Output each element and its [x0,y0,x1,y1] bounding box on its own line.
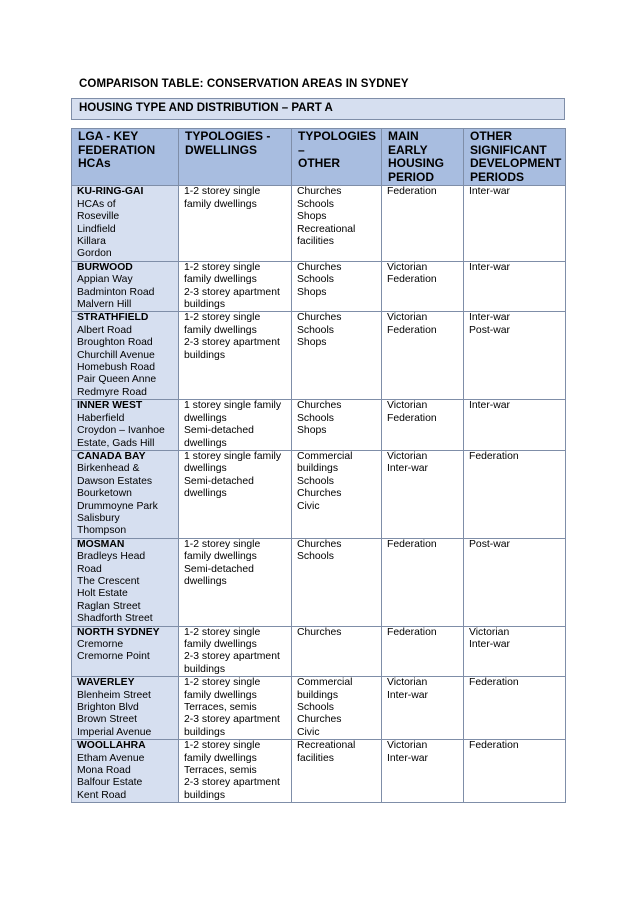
cell-line: The Crescent [77,575,140,587]
cell-line: Federation [387,412,437,424]
header-line: HOUSING [388,156,445,171]
cell-line: Birkenhead & [77,463,140,475]
cell-line: Civic [297,500,320,512]
table-header-row [72,129,566,186]
table-row [72,626,566,677]
cell-line: buildings [184,789,226,801]
other-periods-cell [464,450,566,538]
cell-line: family dwellings [184,689,257,701]
dwellings-cell [179,677,292,740]
cell-line: Bradleys Head [77,551,146,563]
cell-line: Inter-war [469,186,510,198]
cell-line: Federation [469,740,519,752]
section-title: HOUSING TYPE AND DISTRIBUTION – PART A [79,102,333,114]
other-periods-cell [464,261,566,312]
table-row [72,312,566,400]
lga-name: MOSMAN [77,538,125,550]
cell-line: Victorian [387,261,428,273]
cell-line: Salisbury [77,512,120,524]
cell-line: buildings [184,663,226,675]
cell-line: 2-3 storey apartment [184,286,280,298]
cell-line: dwellings [184,575,227,587]
other-typologies-cell [292,538,382,626]
cell-line: family dwellings [184,752,257,764]
cell-line: Redmyre Road [77,386,147,398]
cell-line: Recreational [297,740,356,752]
cell-line: Shops [297,286,327,298]
cell-line: Churches [297,400,342,412]
other-typologies-cell [292,186,382,261]
other-periods-cell [464,740,566,803]
cell-line: Balfour Estate [77,777,143,789]
other-typologies-cell [292,312,382,400]
cell-line: 2-3 storey apartment [184,337,280,349]
header-line: TYPOLOGIES [298,129,377,143]
cell-line: Victorian [387,400,428,412]
cell-line: family dwellings [184,198,257,210]
header-line: DWELLINGS [185,142,257,157]
header-line: MAIN [388,129,419,143]
header-line: PERIOD [388,169,435,184]
cell-line: buildings [184,726,226,738]
dwellings-cell [179,261,292,312]
header-line: HCAs [78,156,111,171]
cell-line: 1 storey single family [184,400,282,412]
lga-name: INNER WEST [77,400,143,412]
main-period-cell [382,740,464,803]
cell-line: Federation [469,677,519,689]
cell-line: Victorian [387,740,428,752]
cell-line: family dwellings [184,639,257,650]
cell-line: Schools [297,551,334,563]
cell-line: Victorian [469,626,510,638]
cell-line: Inter-war [387,689,428,701]
table-row [72,450,566,538]
cell-line: 1-2 storey single [184,312,261,324]
cell-line: buildings [184,349,226,361]
cell-line: Federation [469,450,519,462]
cell-line: Etham Avenue [77,752,145,764]
other-periods-cell [464,186,566,261]
cell-line: dwellings [184,412,227,424]
dwellings-cell [179,740,292,803]
cell-line: 1-2 storey single [184,538,261,550]
header-other [292,129,382,186]
cell-line: 1-2 storey single [184,626,261,638]
table-row [72,400,566,451]
other-typologies-cell [292,450,382,538]
other-typologies-cell [292,677,382,740]
other-periods-cell [464,626,566,677]
cell-line: HCAs of [77,198,116,210]
other-typologies-cell [292,740,382,803]
header-line: OTHER [298,156,340,171]
cell-line: Shadforth Street [77,613,153,625]
header-line: SIGNIFICANT [470,142,547,157]
cell-line: 2-3 storey apartment [184,714,280,726]
cell-line: Cremorne Point [77,651,150,663]
cell-line: Shops [297,337,327,349]
cell-line: dwellings [184,463,227,475]
cell-line: Roseville [77,211,120,223]
main-period-cell [382,261,464,312]
dwellings-cell [179,626,292,677]
cell-line: Semi-detached [184,425,254,437]
cell-line: family dwellings [184,551,257,563]
header-line: EARLY [388,142,428,157]
cell-line: Inter-war [469,261,510,273]
cell-line: Inter-war [469,312,510,324]
cell-line: Shops [297,425,327,437]
cell-line: dwellings [184,437,227,449]
cell-line: Haberfield [77,412,125,424]
cell-line: Gordon [77,248,112,260]
cell-line: Pair Queen Anne [77,374,157,386]
lga-name: WAVERLEY [77,677,135,689]
table-row [72,740,566,803]
cell-line: Churchill Avenue [77,349,155,361]
cell-line: Churches [297,626,342,638]
lga-name: NORTH SYDNEY [77,626,160,638]
cell-line: Shops [297,211,327,223]
cell-line: Federation [387,538,437,550]
cell-line: Victorian [387,677,428,689]
lga-cell [72,186,179,261]
cell-line: Semi-detached [184,475,254,487]
cell-line: 1 storey single family [184,450,282,462]
other-periods-cell [464,538,566,626]
dwellings-cell [179,538,292,626]
cell-line: family dwellings [184,324,257,336]
lga-cell [72,677,179,740]
cell-line: Brighton Blvd [77,702,139,714]
cell-line: Inter-war [469,400,510,412]
main-period-cell [382,538,464,626]
lga-name: CANADA BAY [77,450,146,462]
header-main-period [382,129,464,186]
cell-line: Churches [297,488,342,500]
dwellings-cell [179,450,292,538]
cell-line: Churches [297,714,342,726]
other-typologies-cell [292,400,382,451]
cell-line: Badminton Road [77,286,155,298]
lga-cell [72,312,179,400]
cell-line: Homebush Road [77,362,155,374]
cell-line: dwellings [184,488,227,500]
cell-line: Inter-war [387,752,428,764]
cell-line: Imperial Avenue [77,726,152,738]
cell-line: Recreational [297,223,356,235]
cell-line: Road [77,563,102,575]
cell-line: Federation [387,324,437,336]
lga-name: STRATHFIELD [77,312,149,324]
main-period-cell [382,312,464,400]
cell-line: buildings [297,463,339,475]
cell-line: 2-3 storey apartment [184,777,280,789]
table-row [72,538,566,626]
cell-line: Brown Street [77,714,138,726]
table-row [72,261,566,312]
cell-line: Holt Estate [77,588,128,600]
cell-line: Victorian [387,312,428,324]
cell-line: family dwellings [184,274,257,286]
cell-line: Schools [297,198,334,210]
header-line: PERIODS [470,169,525,184]
cell-line: Croydon – Ivanhoe [77,425,165,437]
cell-line: Raglan Street [77,600,141,612]
cell-line: Estate, Gads Hill [77,437,155,449]
cell-line: 1-2 storey single [184,186,261,198]
cell-line: buildings [297,689,339,701]
cell-line: Malvern Hill [77,299,132,311]
cell-line: 1-2 storey single [184,740,261,752]
other-periods-cell [464,677,566,740]
cell-line: Schools [297,412,334,424]
cell-line: Post-war [469,538,510,550]
cell-line: Mona Road [77,765,131,777]
cell-line: Cremorne [77,639,124,650]
cell-line: Thompson [77,525,127,537]
cell-line: 1-2 storey single [184,261,261,273]
cell-line: Schools [297,274,334,286]
cell-line: Federation [387,186,437,198]
cell-line: Schools [297,324,334,336]
dwellings-cell [179,400,292,451]
other-typologies-cell [292,626,382,677]
main-period-cell [382,186,464,261]
cell-line: Albert Road [77,324,132,336]
cell-line: Victorian [387,450,428,462]
cell-line: Commercial [297,450,353,462]
cell-line: Drummoyne Park [77,500,158,512]
cell-line: Blenheim Street [77,689,151,701]
table-row [72,186,566,261]
document-title: COMPARISON TABLE: CONSERVATION AREAS IN SYDNEY [79,78,409,90]
lga-name: BURWOOD [77,261,133,273]
cell-line: Terraces, semis [184,702,257,714]
cell-line: Churches [297,186,342,198]
cell-line: Broughton Road [77,337,153,349]
cell-line: Dawson Estates [77,475,153,487]
lga-cell [72,740,179,803]
header-line: TYPOLOGIES - [185,129,271,143]
main-period-cell [382,626,464,677]
cell-line: Inter-war [469,639,510,650]
cell-line: Bourketown [77,488,132,500]
header-line: LGA - KEY [78,129,139,143]
cell-line: Churches [297,538,342,550]
main-period-cell [382,677,464,740]
header-line: OTHER [470,129,512,143]
header-line: FEDERATION [78,142,156,157]
lga-cell [72,261,179,312]
lga-cell [72,450,179,538]
cell-line: Terraces, semis [184,765,257,777]
cell-line: Churches [297,261,342,273]
other-periods-cell [464,400,566,451]
lga-name: WOOLLAHRA [77,740,146,752]
cell-line: 2-3 storey apartment [184,651,280,663]
header-line: DEVELOPMENT [470,156,562,171]
cell-line: 1-2 storey single [184,677,261,689]
cell-line: Federation [387,274,437,286]
cell-line: Churches [297,312,342,324]
main-period-cell [382,450,464,538]
lga-cell [72,538,179,626]
dwellings-cell [179,312,292,400]
cell-line: Lindfield [77,223,116,235]
cell-line: Appian Way [77,274,133,286]
header-line: – [298,142,305,157]
cell-line: Federation [387,626,437,638]
cell-line: Schools [297,702,334,714]
cell-line: buildings [184,299,226,311]
header-dwellings [179,129,292,186]
lga-cell [72,626,179,677]
cell-line: facilities [297,752,334,764]
cell-line: Civic [297,726,320,738]
header-lga [72,129,179,186]
section-header-box [71,98,565,120]
lga-cell [72,400,179,451]
other-periods-cell [464,312,566,400]
cell-line: facilities [297,236,334,247]
cell-line: Inter-war [387,463,428,475]
conservation-areas-table [71,128,566,803]
header-other-periods [464,129,566,186]
cell-line: Schools [297,475,334,487]
cell-line: Commercial [297,677,353,689]
other-typologies-cell [292,261,382,312]
cell-line: Killara [77,236,106,247]
cell-line: Post-war [469,324,510,336]
cell-line: Kent Road [77,789,127,801]
cell-line: Semi-detached [184,563,254,575]
main-period-cell [382,400,464,451]
dwellings-cell [179,186,292,261]
lga-name: KU-RING-GAI [77,186,144,198]
table-row [72,677,566,740]
